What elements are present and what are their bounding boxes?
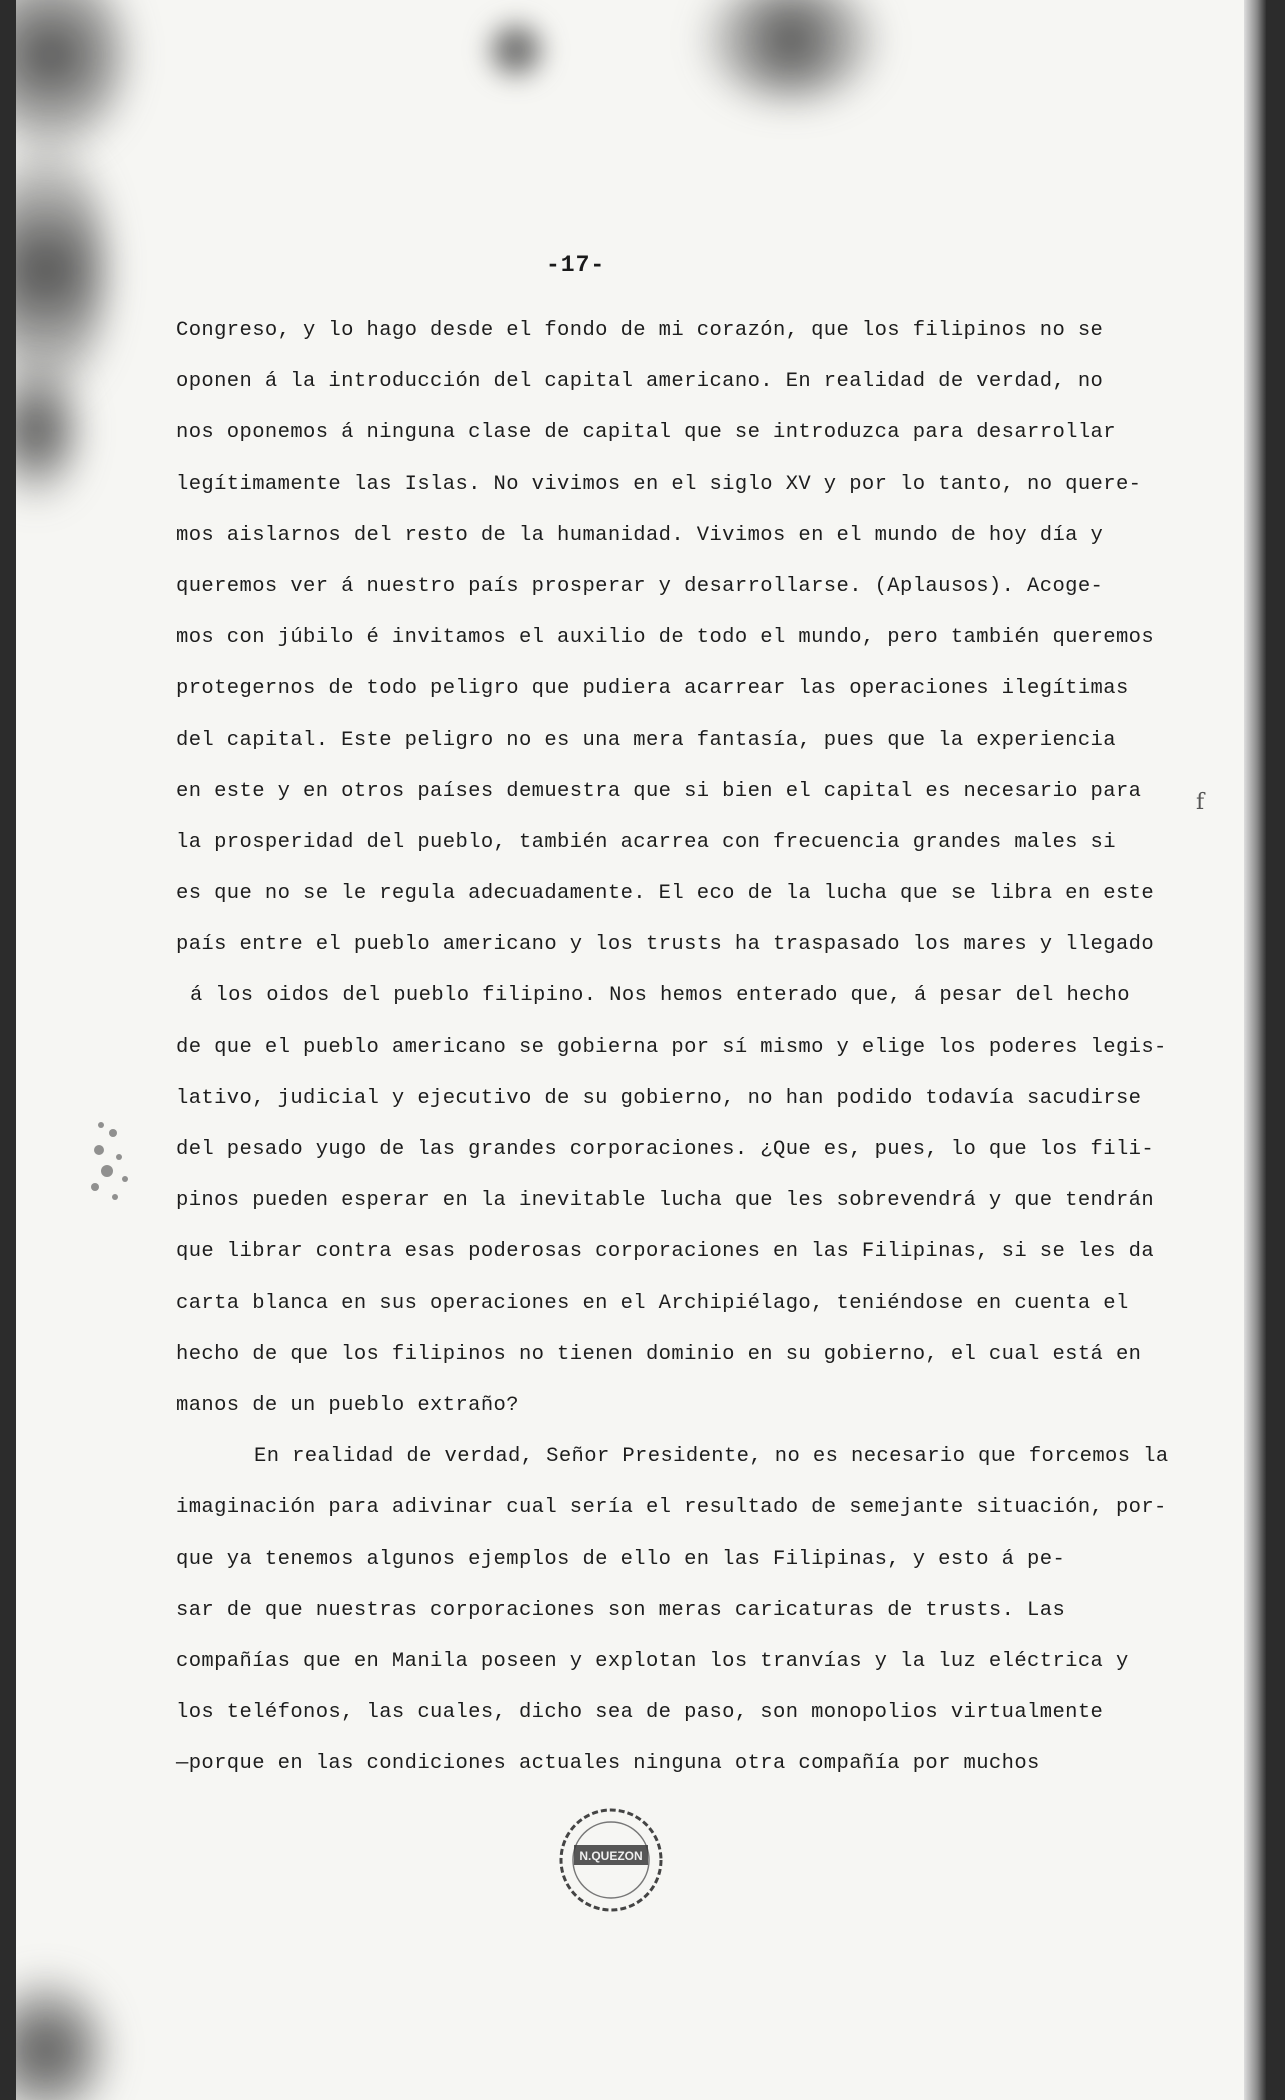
- text-line: es que no se le regula adecuadamente. El eco de la lucha que se libra en este: [176, 882, 1155, 906]
- text-line: mos con júbilo é invitamos el auxilio de todo el mundo, pero también queremos: [176, 626, 1155, 650]
- text-line: de que el pueblo americano se gobierna por sí mismo y elige los poderes legis-: [176, 1035, 1167, 1059]
- text-line: que ya tenemos algunos ejemplos de ello en las Filipinas, y esto á pe-: [176, 1547, 1066, 1571]
- text-line: del capital. Este peligro no es una mera fantasía, pues que la experiencia: [176, 728, 1116, 752]
- archive-mark: [81, 1105, 151, 1215]
- ink-smudge-top-center: [706, 0, 876, 100]
- page-number: -17-: [546, 252, 606, 278]
- stamp-label: N.QUEZON: [579, 1849, 643, 1863]
- text-line: país entre el pueblo americano y los trusts ha traspasado los mares y llegado: [176, 933, 1155, 957]
- text-line: legítimamente las Islas. No vivimos en el siglo XV y por lo tanto, no quere-: [176, 472, 1142, 496]
- text-line: pinos pueden esperar en la inevitable lucha que les sobrevendrá y que tendrán: [176, 1189, 1155, 1213]
- paragraph-start-line: En realidad de verdad, Señor Presidente, no es necesario que forcemos la: [254, 1445, 1169, 1469]
- text-line: hecho de que los filipinos no tienen dominio en su gobierno, el cual está en: [176, 1342, 1142, 1366]
- text-line: Congreso, y lo hago desde el fondo de mi corazón, que los filipinos no se: [176, 319, 1104, 342]
- text-line: carta blanca en sus operaciones en el Archipiélago, teniéndose en cuenta el: [176, 1291, 1129, 1315]
- text-line: queremos ver á nuestro país prosperar y desarrollarse. (Aplausos). Acoge-: [176, 574, 1104, 598]
- text-line: del pesado yugo de las grandes corporaciones. ¿Que es, pues, lo que los fili-: [176, 1138, 1155, 1161]
- margin-note: f: [1196, 790, 1205, 815]
- text-line: compañías que en Manila poseen y explotan los tranvías y la luz eléctrica y: [176, 1649, 1129, 1673]
- text-line: que librar contra esas poderosas corporaciones en las Filipinas, si se les da: [176, 1240, 1155, 1264]
- archive-stamp: [546, 1805, 676, 1915]
- text-line: á los oidos del pueblo filipino. Nos hemos enterado que, á pesar del hecho: [190, 984, 1130, 1008]
- text-line: la prosperidad del pueblo, también acarrea con frecuencia grandes males si: [176, 830, 1116, 854]
- text-line: imaginación para adivinar cual sería el resultado de semejante situación, por-: [176, 1496, 1167, 1520]
- ink-smudge-bottom-left: [16, 1980, 106, 2100]
- text-line: nos oponemos á ninguna clase de capital que se introduzca para desarrollar: [176, 421, 1116, 445]
- text-line: los teléfonos, las cuales, dicho sea de paso, son monopolios virtualmente: [176, 1701, 1104, 1725]
- text-line: mos aislarnos del resto de la humanidad. Vivimos en el mundo de hoy día y: [176, 523, 1104, 547]
- text-line: —porque en las condiciones actuales ninguna otra compañía por muchos: [176, 1752, 1040, 1776]
- page-edge-shadow: [1244, 0, 1266, 2100]
- text-line: oponen á la introducción del capital americano. En realidad de verdad, no: [176, 370, 1104, 394]
- text-line: protegernos de todo peligro que pudiera acarrear las operaciones ilegítimas: [176, 677, 1129, 701]
- text-line: lativo, judicial y ejecutivo de su gobierno, no han podido todavía sacudirse: [176, 1086, 1142, 1110]
- ink-smudge-top-left: [16, 0, 126, 150]
- text-line: manos de un pueblo extraño?: [176, 1393, 519, 1417]
- text-line: en este y en otros países demuestra que si bien el capital es necesario para: [176, 779, 1142, 803]
- document-page: [16, 0, 1266, 2100]
- text-line: sar de que nuestras corporaciones son meras caricaturas de trusts. Las: [176, 1598, 1066, 1622]
- ink-smudge-top-center-small: [486, 20, 546, 80]
- body-text: [176, 305, 1169, 1789]
